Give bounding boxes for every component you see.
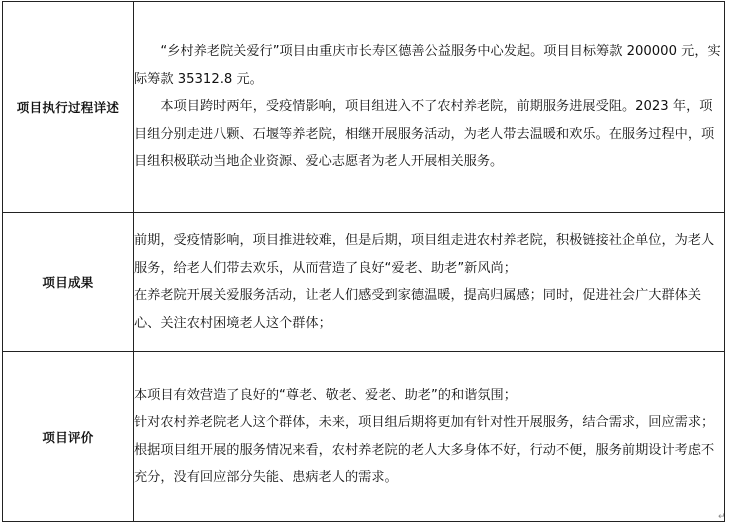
results-paragraph-2: 在养老院开展关爱服务活动，让老人们感受到家德温暖，提高归属感；同时，促进社会广大群体关心、关注农村困境老人这个群体； bbox=[134, 288, 702, 331]
evaluation-paragraph-1: 本项目有效营造了良好的“尊老、敬老、爱老、助老”的和谐氛围； bbox=[134, 387, 517, 403]
process-paragraph-2: 本项目跨时两年，受疫情影响，项目组进入不了农村养老院，前期服务进展受阻。2023 年，项目组分别走进八颗、石堰等养老院，相继开展服务活动，为老人带去温暖和欢乐。在服务过程中，项目组积极联动当地企业资源、爱心志愿者为老人开展相关服务。 bbox=[134, 99, 715, 170]
row-label-process: 项目执行过程详述 bbox=[3, 2, 134, 213]
process-paragraph-1: “乡村养老院关爱行”项目由重庆市长寿区德善公益服务中心发起。项目目标筹款 200000 元，实际筹款 35312.8 元。 bbox=[134, 44, 721, 87]
row-content-evaluation bbox=[134, 352, 725, 522]
page-corner-mark: ↵ bbox=[718, 512, 726, 522]
row-label-evaluation: 项目评价 bbox=[3, 352, 134, 522]
table-row-evaluation bbox=[3, 352, 725, 522]
table-row-results bbox=[3, 213, 725, 352]
row-content-results bbox=[134, 213, 725, 352]
evaluation-paragraph-2: 针对农村养老院老人这个群体，未来，项目组后期将更加有针对性开展服务，结合需求，回应需求； bbox=[134, 415, 715, 430]
results-paragraph-1: 前期，受疫情影响，项目推进较难，但是后期，项目组走进农村养老院，积极链接社企单位，为老人服务，给老人们带去欢乐，从而营造了良好“爱老、助老”新风尚； bbox=[134, 233, 715, 276]
row-label-results: 项目成果 bbox=[3, 213, 134, 352]
row-content-process bbox=[134, 2, 725, 213]
project-table bbox=[2, 1, 725, 522]
evaluation-paragraph-3: 根据项目组开展的服务情况来看，农村养老院的老人大多身体不好，行动不便，服务前期设计考虑不充分，没有回应部分失能、患病老人的需求。 bbox=[134, 442, 715, 485]
table-row-process bbox=[3, 2, 725, 213]
